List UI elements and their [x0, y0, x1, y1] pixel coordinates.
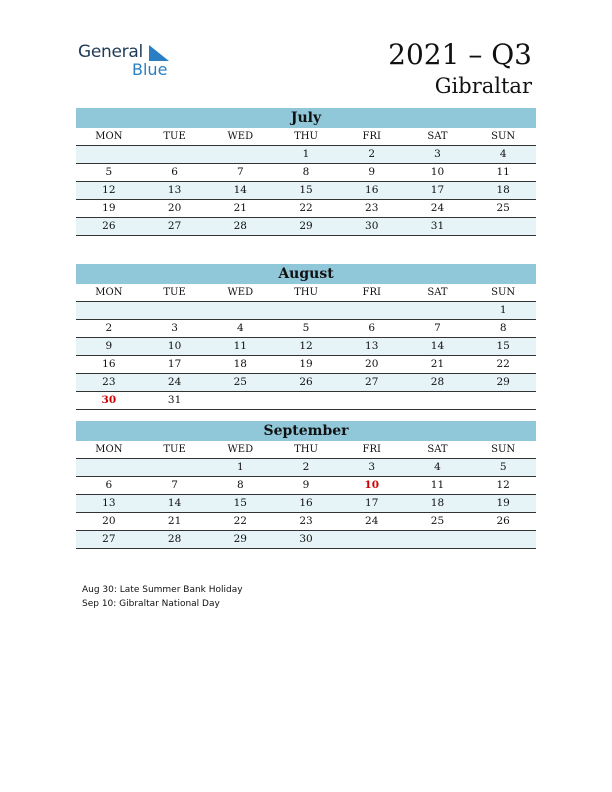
week-row	[76, 182, 536, 200]
weekday-label: SAT	[427, 131, 448, 142]
day-cell: 19	[102, 202, 116, 214]
day-cell: 28	[233, 220, 247, 232]
day-cell: 16	[102, 358, 116, 370]
day-cell: 2	[302, 461, 310, 473]
empty-day-cell	[339, 531, 405, 548]
day-cell: 24	[365, 515, 379, 527]
month-august	[76, 264, 536, 410]
weekday-label: MON	[95, 287, 123, 298]
week-row	[76, 164, 536, 182]
weekday-label: TUE	[163, 131, 186, 142]
weekday-label: SAT	[427, 287, 448, 298]
day-cell: 30	[365, 220, 379, 232]
day-cell: 18	[430, 497, 445, 509]
weekday-label: WED	[227, 131, 254, 142]
weekday-label: FRI	[362, 287, 381, 298]
holiday-day-cell: 10	[364, 479, 380, 491]
weekday-label: SUN	[491, 444, 516, 455]
day-cell: 29	[299, 220, 313, 232]
month-header: August	[76, 264, 536, 284]
logo-blue-text: Blue	[132, 60, 168, 79]
empty-day-cell	[76, 302, 142, 319]
week-row	[76, 495, 536, 513]
empty-day-cell	[339, 302, 405, 319]
weekday-label: FRI	[362, 444, 381, 455]
weekday-header-row	[76, 128, 536, 146]
day-cell: 11	[430, 479, 445, 491]
weekday-label: SAT	[427, 444, 448, 455]
empty-day-cell	[273, 302, 339, 319]
day-cell: 12	[102, 184, 116, 196]
weekday-label: SUN	[491, 287, 516, 298]
weekday-label: TUE	[163, 444, 186, 455]
day-cell: 11	[233, 340, 247, 352]
logo-flag-icon	[149, 45, 169, 61]
day-cell: 13	[365, 340, 379, 352]
day-cell: 15	[299, 184, 313, 196]
week-row	[76, 374, 536, 392]
day-cell: 22	[299, 202, 313, 214]
generalblue-logo	[78, 40, 178, 80]
day-cell: 1	[236, 461, 244, 473]
day-cell: 24	[430, 202, 445, 214]
week-row	[76, 531, 536, 549]
day-cell: 4	[499, 148, 507, 160]
weekday-label: TUE	[163, 287, 186, 298]
logo-general-text: General	[78, 42, 143, 62]
day-cell: 7	[171, 479, 178, 491]
day-cell: 6	[368, 322, 376, 334]
holiday-day-cell: 30	[101, 394, 117, 406]
day-cell: 10	[167, 340, 182, 352]
day-cell: 3	[368, 461, 376, 473]
day-cell: 25	[496, 202, 510, 214]
day-cell: 16	[365, 184, 379, 196]
day-cell: 23	[299, 515, 313, 527]
day-cell: 12	[299, 340, 313, 352]
weekday-label: THU	[294, 287, 318, 298]
empty-day-cell	[405, 531, 471, 548]
weekday-label: WED	[227, 444, 254, 455]
day-cell: 25	[233, 376, 247, 388]
day-cell: 2	[105, 322, 113, 334]
day-cell: 31	[167, 394, 182, 406]
page-subtitle: Gibraltar	[434, 74, 532, 98]
empty-day-cell	[405, 392, 471, 409]
day-cell: 31	[430, 220, 445, 232]
day-cell: 27	[365, 376, 379, 388]
day-cell: 19	[299, 358, 313, 370]
day-cell: 12	[496, 479, 510, 491]
day-cell: 22	[496, 358, 510, 370]
day-cell: 17	[167, 358, 182, 370]
day-cell: 4	[434, 461, 441, 473]
week-row	[76, 513, 536, 531]
day-cell: 19	[496, 497, 510, 509]
day-cell: 13	[167, 184, 182, 196]
week-row	[76, 459, 536, 477]
day-cell: 20	[167, 202, 182, 214]
week-row	[76, 320, 536, 338]
empty-day-cell	[470, 531, 536, 548]
day-cell: 21	[430, 358, 445, 370]
day-cell: 15	[496, 340, 510, 352]
month-header: September	[76, 421, 536, 441]
page-title: 2021 – Q3	[388, 38, 532, 71]
empty-day-cell	[207, 392, 273, 409]
day-cell: 9	[302, 479, 310, 491]
empty-day-cell	[405, 302, 471, 319]
day-cell: 29	[496, 376, 510, 388]
day-cell: 20	[102, 515, 116, 527]
empty-day-cell	[470, 392, 536, 409]
empty-day-cell	[207, 302, 273, 319]
day-cell: 23	[365, 202, 379, 214]
day-cell: 24	[167, 376, 182, 388]
day-cell: 5	[302, 322, 310, 334]
day-cell: 4	[236, 322, 244, 334]
day-cell: 2	[368, 148, 376, 160]
day-cell: 14	[430, 340, 445, 352]
day-cell: 15	[233, 497, 247, 509]
day-cell: 26	[102, 220, 116, 232]
empty-day-cell	[273, 392, 339, 409]
day-cell: 27	[167, 220, 182, 232]
holiday-notes	[82, 583, 243, 611]
week-row	[76, 338, 536, 356]
weekday-header-row	[76, 284, 536, 302]
day-cell: 25	[430, 515, 445, 527]
day-cell: 8	[236, 479, 244, 491]
weekday-label: THU	[294, 444, 318, 455]
day-cell: 14	[233, 184, 247, 196]
day-cell: 21	[167, 515, 182, 527]
day-cell: 7	[236, 166, 244, 178]
day-cell: 8	[499, 322, 507, 334]
day-cell: 1	[302, 148, 310, 160]
day-cell: 28	[167, 533, 182, 545]
weekday-header-row	[76, 441, 536, 459]
day-cell: 9	[368, 166, 376, 178]
month-header: July	[76, 108, 536, 128]
day-cell: 16	[299, 497, 313, 509]
empty-day-cell	[142, 459, 208, 476]
day-cell: 20	[365, 358, 379, 370]
day-cell: 3	[434, 148, 441, 160]
day-cell: 9	[105, 340, 113, 352]
empty-day-cell	[470, 218, 536, 235]
empty-day-cell	[142, 302, 208, 319]
week-row	[76, 477, 536, 495]
day-cell: 29	[233, 533, 247, 545]
week-row	[76, 392, 536, 410]
weekday-label: THU	[294, 131, 318, 142]
weekday-label: FRI	[362, 131, 381, 142]
day-cell: 13	[102, 497, 116, 509]
day-cell: 17	[430, 184, 445, 196]
empty-day-cell	[76, 146, 142, 163]
weekday-label: MON	[95, 131, 123, 142]
day-cell: 23	[102, 376, 116, 388]
empty-day-cell	[76, 459, 142, 476]
day-cell: 30	[299, 533, 313, 545]
day-cell: 26	[299, 376, 313, 388]
holiday-note: Aug 30: Late Summer Bank Holiday	[82, 585, 243, 595]
day-cell: 22	[233, 515, 247, 527]
month-september	[76, 421, 536, 549]
weekday-label: SUN	[491, 131, 516, 142]
empty-day-cell	[142, 146, 208, 163]
week-row	[76, 302, 536, 320]
day-cell: 28	[430, 376, 445, 388]
day-cell: 27	[102, 533, 116, 545]
day-cell: 18	[233, 358, 247, 370]
weekday-label: WED	[227, 287, 254, 298]
empty-day-cell	[339, 392, 405, 409]
empty-day-cell	[207, 146, 273, 163]
holiday-note: Sep 10: Gibraltar National Day	[82, 599, 220, 609]
day-cell: 3	[171, 322, 178, 334]
month-july	[76, 108, 536, 236]
day-cell: 18	[496, 184, 510, 196]
day-cell: 21	[233, 202, 247, 214]
week-row	[76, 200, 536, 218]
day-cell: 14	[167, 497, 182, 509]
day-cell: 10	[430, 166, 445, 178]
week-row	[76, 146, 536, 164]
day-cell: 6	[105, 479, 113, 491]
day-cell: 6	[171, 166, 178, 178]
day-cell: 1	[499, 304, 507, 316]
day-cell: 8	[302, 166, 310, 178]
week-row	[76, 356, 536, 374]
week-row	[76, 218, 536, 236]
weekday-label: MON	[95, 444, 123, 455]
day-cell: 5	[499, 461, 507, 473]
day-cell: 7	[434, 322, 441, 334]
day-cell: 17	[365, 497, 379, 509]
day-cell: 11	[496, 166, 510, 178]
day-cell: 26	[496, 515, 510, 527]
day-cell: 5	[105, 166, 113, 178]
